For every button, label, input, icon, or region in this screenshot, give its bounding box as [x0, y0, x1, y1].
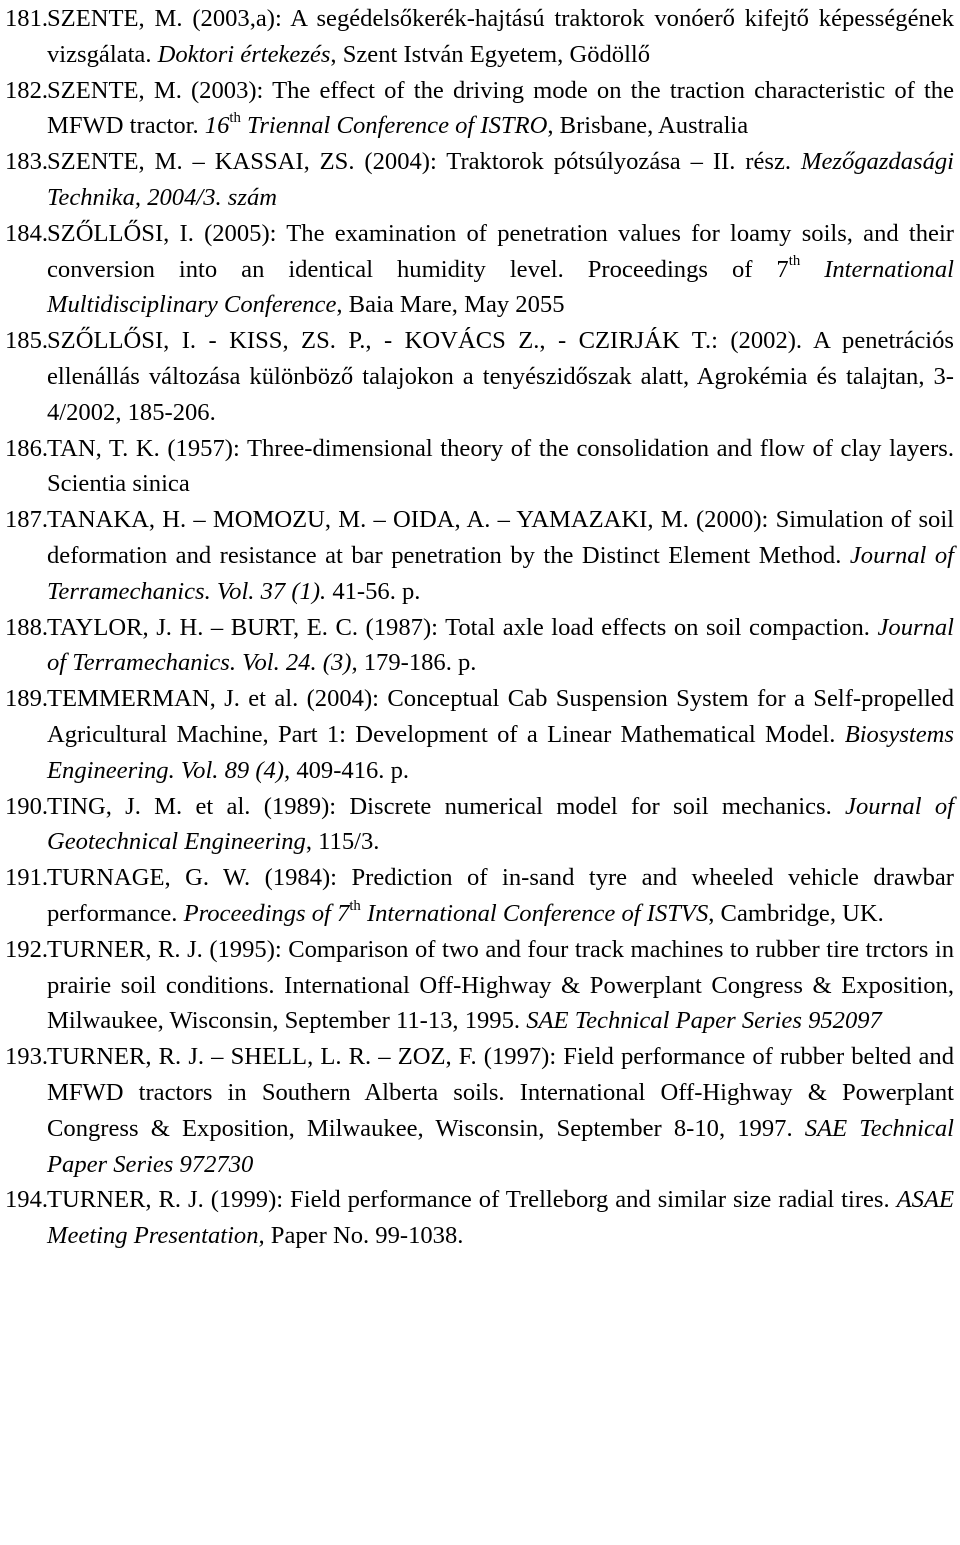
reference-text	[47, 5, 954, 68]
reference-text	[47, 327, 954, 426]
reference-italic-segment: International Conference of ISTVS	[360, 899, 709, 927]
reference-segment: , Baia Mare, May 2055	[336, 291, 565, 319]
reference-entry	[0, 144, 960, 216]
reference-text	[47, 685, 954, 784]
reference-entry	[0, 323, 960, 430]
reference-segment: TANAKA, H. – MOMOZU, M. – OIDA, A. – YAMAZAKI, M. (2000): Simulation of soil deformation and resistance at bar penetration by the Distinct Element Method.	[47, 506, 954, 569]
reference-segment: TURNER, R. J. (1995): Comparison of two and four track machines to rubber tire trctors in prairie soil conditions. International Off-Highway & Powerplant Congress & Exposition, Milwaukee, Wisconsin, September 11-13, 1995.	[47, 935, 954, 1035]
reference-segment: , Szent István Egyetem, Gödöllő	[330, 40, 651, 68]
reference-italic-segment: Proceedings of 7	[183, 899, 350, 927]
reference-number: 184.	[5, 219, 49, 247]
reference-italic-segment: International Multidisciplinary Conference	[47, 255, 954, 319]
reference-superscript: th	[229, 110, 241, 127]
reference-text	[47, 793, 954, 856]
reference-text	[47, 506, 954, 605]
reference-text	[47, 864, 954, 927]
reference-superscript: th	[349, 897, 361, 914]
reference-text	[47, 77, 954, 140]
reference-number: 191.	[5, 864, 49, 892]
reference-segment: SZENTE, M. – KASSAI, ZS. (2004): Traktorok pótsúlyozása – II. rész.	[47, 148, 801, 176]
reference-number: 194.	[5, 1186, 49, 1214]
reference-number: 190.	[5, 792, 49, 820]
reference-italic-segment: Biosystems Engineering. Vol. 89 (4),	[47, 720, 954, 784]
reference-number: 193.	[5, 1043, 49, 1071]
reference-entry	[0, 610, 960, 682]
reference-italic-segment: 16	[204, 112, 230, 140]
reference-segment: , Brisbane, Australia	[547, 112, 749, 140]
reference-list	[0, 1, 960, 1254]
reference-text	[47, 220, 954, 319]
reference-segment: Paper No. 99-1038.	[264, 1222, 464, 1250]
reference-number: 188.	[5, 613, 49, 641]
reference-italic-segment: Journal of Terramechanics. Vol. 24. (3),	[47, 613, 954, 677]
reference-entry	[0, 502, 960, 609]
reference-segment: SZENTE, M. (2003): The effect of the driving mode on the traction characteristic of the MFWD tractor.	[47, 76, 954, 140]
reference-text	[47, 936, 954, 1035]
reference-segment: 41-56. p.	[326, 577, 421, 605]
reference-italic-segment: ASAE Meeting Presentation,	[47, 1186, 954, 1250]
reference-segment: TURNER, R. J. (1999): Field performance of Trelleborg and similar size radial tires.	[47, 1186, 897, 1214]
reference-entry	[0, 1182, 960, 1254]
reference-number: 189.	[5, 685, 49, 713]
reference-segment: SZENTE, M. (2003,a): A segédelsőkerék-hajtású traktorok vonóerő kifejtő képességének vizsgálata.	[47, 5, 954, 68]
reference-italic-segment: Mezőgazdasági Technika, 2004/3. szám	[47, 148, 954, 211]
reference-number: 181.	[5, 5, 49, 32]
reference-segment: TURNAGE, G. W. (1984): Prediction of in-sand tyre and wheeled vehicle drawbar performance.	[47, 864, 954, 927]
reference-segment: 179-186. p.	[357, 649, 477, 677]
reference-segment: , 115/3.	[305, 828, 380, 856]
reference-text	[47, 1043, 954, 1177]
reference-italic-segment: SAE Technical Paper Series 952097	[526, 1007, 882, 1035]
reference-italic-segment: Journal of Terramechanics. Vol. 37 (1).	[47, 541, 954, 605]
reference-segment: SZŐLLŐSI, I. (2005): The examination of penetration values for loamy soils, and their conversion into an identical humidity level. Proceedings of 7	[47, 219, 954, 283]
reference-segment: TEMMERMAN, J. et al. (2004): Conceptual Cab Suspension System for a Self-propelled Agricultural Machine, Part 1: Development of a Linear Mathematical Model.	[47, 685, 954, 748]
reference-entry	[0, 73, 960, 145]
reference-number: 187.	[5, 506, 49, 534]
reference-entry	[0, 860, 960, 932]
reference-entry	[0, 1039, 960, 1182]
reference-text	[47, 148, 954, 211]
reference-superscript: th	[788, 253, 801, 270]
reference-text	[47, 614, 954, 677]
reference-italic-segment: Triennal Conference of ISTRO	[240, 112, 548, 140]
reference-italic-segment: SAE Technical Paper Series 972730	[47, 1114, 954, 1178]
reference-text	[47, 435, 954, 498]
reference-text	[47, 1186, 954, 1249]
reference-segment: 409-416. p.	[290, 756, 410, 784]
reference-segment: TAN, T. K. (1957): Three-dimensional theory of the consolidation and flow of clay layers. Scientia sinica	[47, 434, 954, 498]
reference-entry	[0, 789, 960, 861]
reference-number: 185.	[5, 327, 49, 355]
reference-segment: TING, J. M. et al. (1989): Discrete numerical model for soil mechanics.	[47, 792, 846, 820]
reference-entry	[0, 1, 960, 73]
reference-italic-segment: Doktori értekezés	[157, 40, 331, 68]
reference-entry	[0, 216, 960, 323]
reference-entry	[0, 932, 960, 1039]
reference-number: 183.	[5, 148, 49, 176]
reference-entry	[0, 681, 960, 788]
reference-number: 182.	[5, 76, 49, 104]
reference-segment: , Cambridge, UK.	[708, 899, 884, 927]
reference-segment: SZŐLLŐSI, I. - KISS, ZS. P., - KOVÁCS Z., - CZIRJÁK T.: (2002). A penetrációs ellenállás változása különböző talajokon a tenyészidőszak alatt, Agrokémia és talajtan, 3-4/2002, 185-206.	[47, 327, 954, 426]
reference-entry	[0, 431, 960, 503]
reference-number: 192.	[5, 935, 49, 963]
reference-segment: TURNER, R. J. – SHELL, L. R. – ZOZ, F. (1997): Field performance of rubber belted and MFWD tractors in Southern Alberta soils. International Off-Highway & Powerplant Congress & Exposition, Milwaukee, Wisconsin, September 8-10, 1997.	[47, 1043, 954, 1142]
reference-italic-segment: Journal of Geotechnical Engineering	[47, 792, 954, 856]
reference-segment: TAYLOR, J. H. – BURT, E. C. (1987): Total axle load effects on soil compaction.	[47, 613, 878, 641]
reference-number: 186.	[5, 434, 49, 462]
